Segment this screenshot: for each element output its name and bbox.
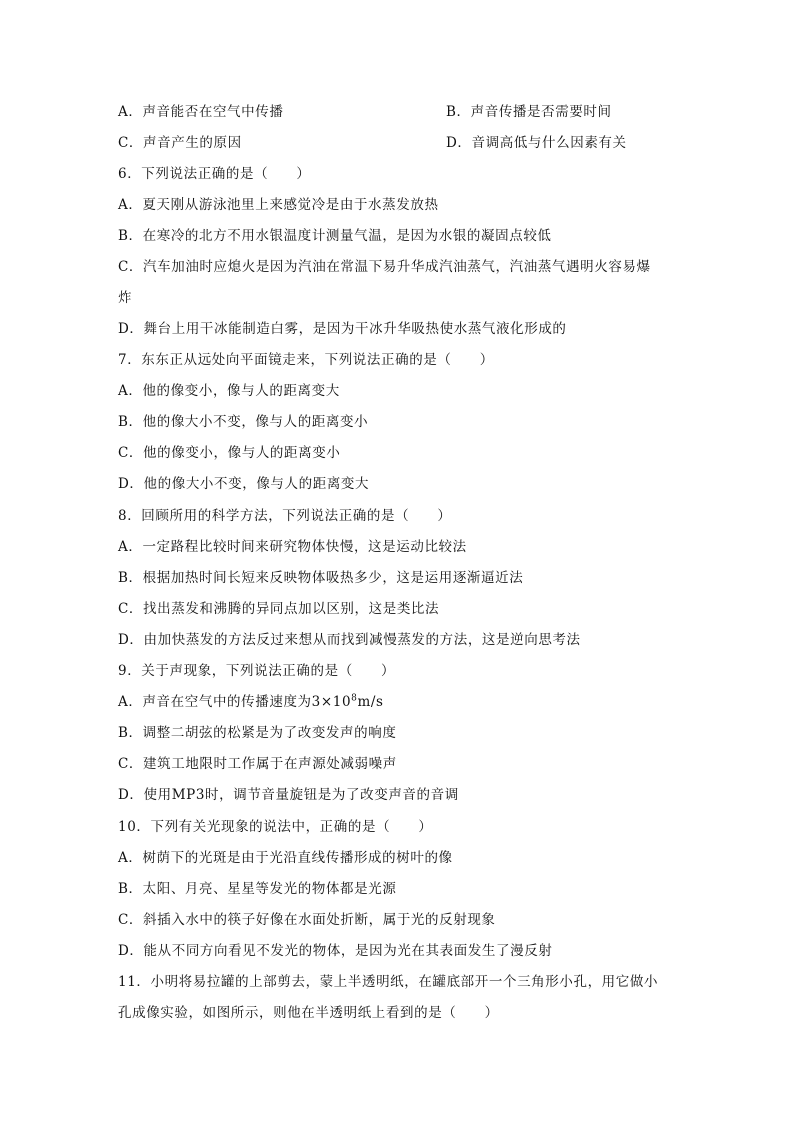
q9-option-c: C．建筑工地限时工作属于在声源处减弱噪声 — [118, 756, 397, 772]
q6-option-c-line1: C．汽车加油时应熄火是因为汽油在常温下易升华成汽油蒸气，汽油蒸气遇明火容易爆 — [118, 259, 651, 275]
q5-option-c: C．声音产生的原因 — [118, 135, 242, 151]
q7-stem: 7．东东正从远处向平面镜走来，下列说法正确的是（ ） — [118, 352, 494, 368]
q10-option-d: D．能从不同方向看见不发光的物体，是因为光在其表面发生了漫反射 — [118, 943, 553, 959]
q5-option-b: B．声音传播是否需要时间 — [446, 104, 612, 120]
q9-option-a-text: A．声音在空气中的传播速度为3×10 — [118, 694, 352, 710]
q10-stem: 10．下列有关光现象的说法中，正确的是（ ） — [118, 819, 433, 835]
q5-option-a: A．声音能否在空气中传播 — [118, 104, 284, 120]
q9-option-a-exponent: 8 — [351, 693, 358, 704]
q10-option-a: A．树荫下的光斑是由于光沿直线传播形成的树叶的像 — [118, 850, 453, 866]
q9-option-d: D．使用MP3时，调节音量旋钮是为了改变声音的音调 — [118, 787, 459, 803]
q9-option-a-unit: m/s — [357, 694, 384, 710]
q5-option-d: D．音调高低与什么因素有关 — [446, 135, 627, 151]
q9-option-a — [118, 693, 384, 711]
q6-option-b: B．在寒冷的北方不用水银温度计测量气温，是因为水银的凝固点较低 — [118, 228, 552, 244]
q7-option-b: B．他的像大小不变，像与人的距离变小 — [118, 414, 369, 430]
q6-option-d: D．舞台上用干冰能制造白雾，是因为干冰升华吸热使水蒸气液化形成的 — [118, 321, 567, 337]
q8-option-a: A．一定路程比较时间来研究物体快慢，这是运动比较法 — [118, 539, 467, 555]
q6-stem: 6．下列说法正确的是（ ） — [118, 166, 311, 182]
q7-option-c: C．他的像变小，像与人的距离变小 — [118, 445, 341, 461]
q9-option-b: B．调整二胡弦的松紧是为了改变发声的响度 — [118, 725, 397, 741]
q11-stem-line1: 11．小明将易拉罐的上部剪去，蒙上半透明纸，在罐底部开一个三角形小孔，用它做小 — [118, 974, 659, 990]
q6-option-c-line2: 炸 — [118, 290, 133, 306]
q11-stem-line2: 孔成像实验，如图所示，则他在半透明纸上看到的是（ ） — [118, 1005, 499, 1021]
q6-option-a: A．夏天刚从游泳池里上来感觉冷是由于水蒸发放热 — [118, 197, 439, 213]
q8-stem: 8．回顾所用的科学方法，下列说法正确的是（ ） — [118, 508, 452, 524]
q7-option-d: D．他的像大小不变，像与人的距离变大 — [118, 476, 370, 492]
q10-option-c: C．斜插入水中的筷子好像在水面处折断，属于光的反射现象 — [118, 912, 496, 928]
q7-option-a: A．他的像变小，像与人的距离变大 — [118, 383, 340, 399]
q8-option-c: C．找出蒸发和沸腾的异同点加以区别，这是类比法 — [118, 601, 440, 617]
q8-option-b: B．根据加热时间长短来反映物体吸热多少，这是运用逐渐逼近法 — [118, 570, 524, 586]
q8-option-d: D．由加快蒸发的方法反过来想从而找到减慢蒸发的方法，这是逆向思考法 — [118, 632, 581, 648]
q10-option-b: B．太阳、月亮、星星等发光的物体都是光源 — [118, 881, 397, 897]
q9-stem: 9．关于声现象，下列说法正确的是（ ） — [118, 663, 396, 679]
